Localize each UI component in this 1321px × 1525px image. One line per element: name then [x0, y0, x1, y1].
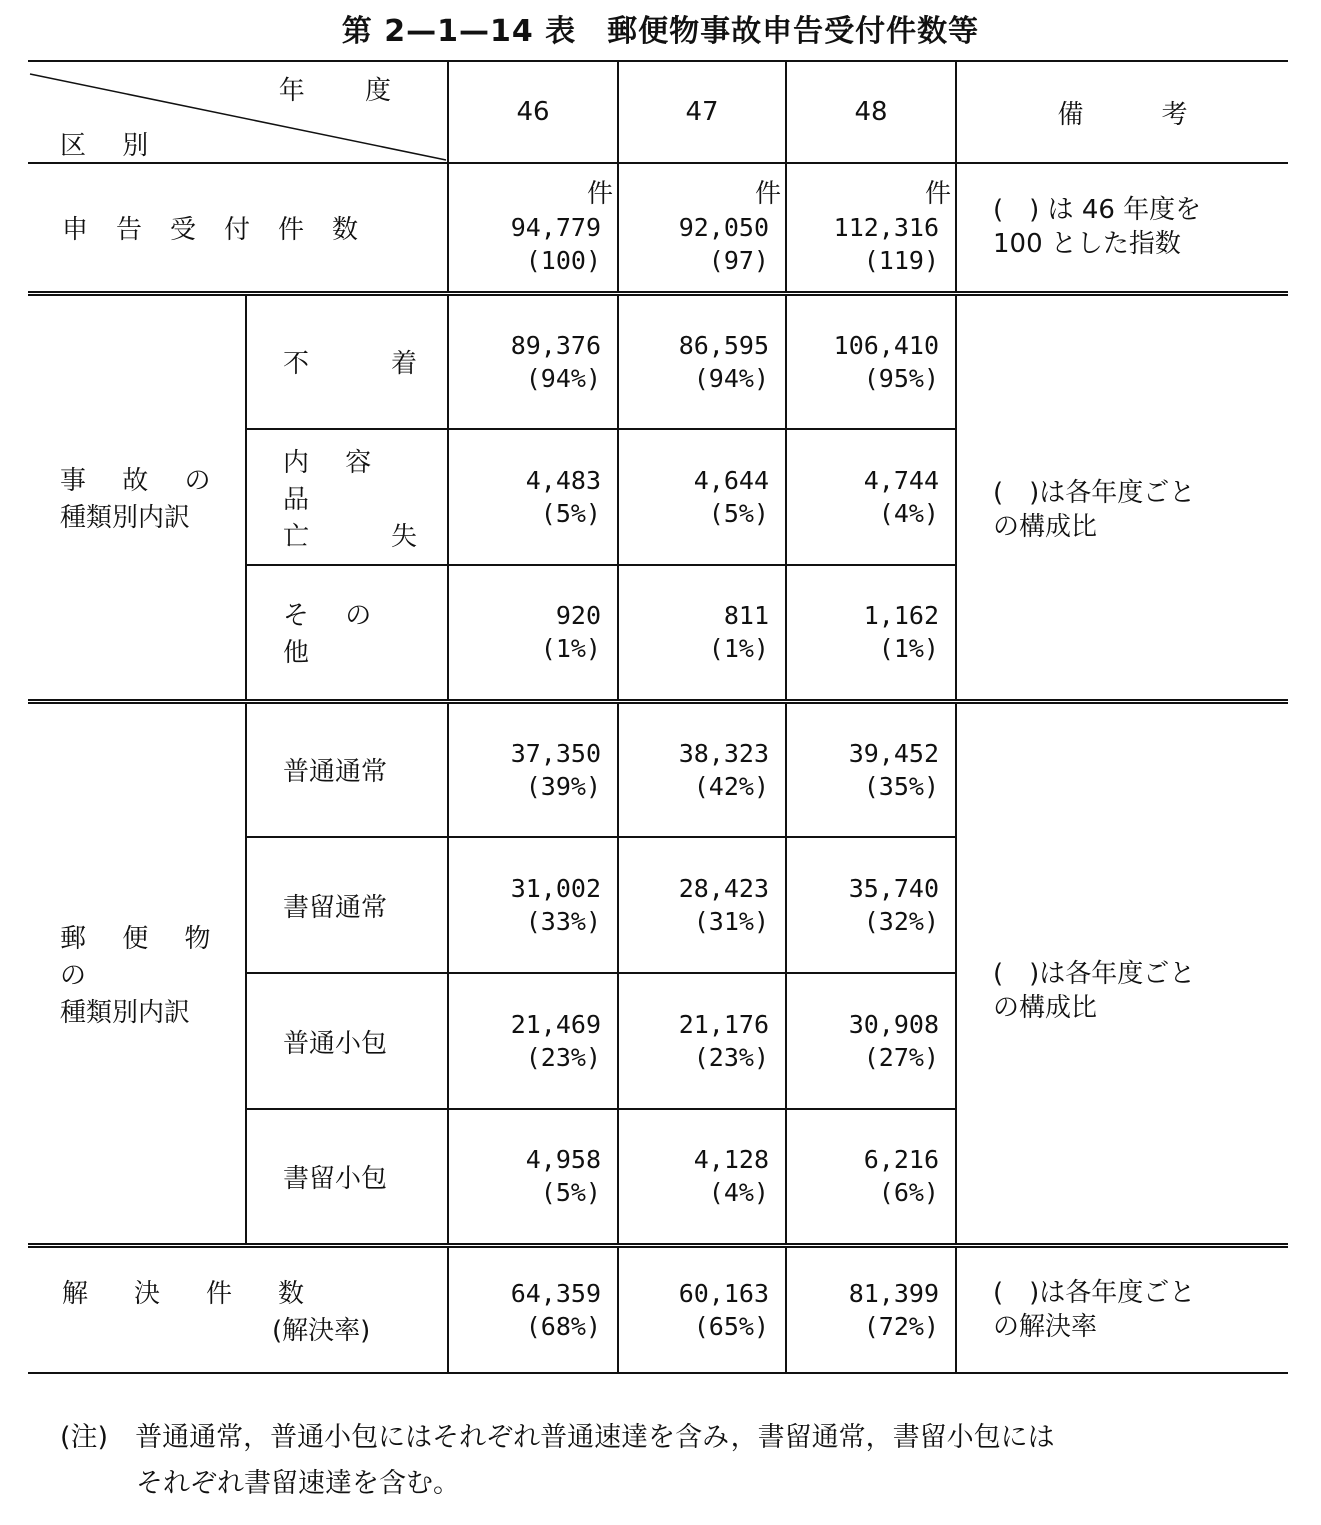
row-label: [246, 701, 448, 837]
cell: [448, 293, 618, 429]
header-row: [28, 61, 1288, 163]
note-line: ( )は各年度ごと: [993, 1277, 1196, 1308]
resolved-label: 解 決 件 数: [62, 1278, 315, 1309]
footnote-line: (注) 普通通常，普通小包にはそれぞれ普通速達を含み，書留通常，書留小包には: [60, 1422, 1055, 1453]
row-label-text: 亡 失: [283, 521, 446, 552]
rate: (72%): [863, 1311, 939, 1341]
row-label-text: 不 着: [283, 349, 446, 380]
value: 4,483: [525, 466, 601, 495]
row-label-text: 普通通常: [283, 757, 388, 788]
cell: [618, 565, 786, 701]
value: 81,399: [848, 1278, 939, 1308]
cell: [618, 837, 786, 973]
value: 4,128: [693, 1145, 769, 1175]
ratio: (32%): [863, 907, 939, 936]
cell: [786, 429, 956, 565]
cell: [448, 973, 618, 1109]
row-label: [246, 293, 448, 429]
ratio: (4%): [708, 1178, 769, 1208]
cell: [786, 973, 956, 1109]
group-label-line: 種類別内訳: [60, 997, 191, 1028]
ratio: (95%): [863, 363, 939, 393]
row-label-text: そ の 他: [283, 601, 386, 669]
value: 106,410: [833, 330, 939, 360]
value: 35,740: [848, 874, 939, 903]
note-line: 100 とした指数: [993, 229, 1181, 260]
statistics-table: [28, 60, 1288, 1374]
accident-note: [956, 293, 1288, 701]
value: 94,779: [510, 213, 601, 243]
header-remarks: 備 考: [956, 61, 1288, 163]
receipts-row: [28, 163, 1288, 293]
row-label: [246, 429, 448, 565]
footnote-line: それぞれ書留速達を含む。: [136, 1468, 460, 1499]
note-line: ( ) は 46 年度を: [993, 195, 1202, 226]
header-year-48: 48: [786, 61, 956, 163]
group-label-line: 種類別内訳: [60, 503, 191, 533]
ratio: (4%): [878, 499, 939, 528]
value: 811: [723, 601, 769, 631]
cell: [786, 293, 956, 429]
cell: [618, 293, 786, 429]
mail-group-label: [28, 701, 246, 1245]
cell: [786, 1109, 956, 1245]
resolved-note: [956, 1245, 1288, 1373]
row-label: [246, 1109, 448, 1245]
header-corner-cell: [28, 61, 448, 163]
row-label-text: 書留小包: [283, 1163, 388, 1194]
value: 21,176: [678, 1010, 769, 1039]
mail-note: [956, 701, 1288, 1245]
unit-label: 件: [754, 179, 781, 210]
unit-label: 件: [924, 179, 951, 210]
cell: [618, 1109, 786, 1245]
value: 4,644: [693, 466, 769, 495]
header-year-47: 47: [618, 61, 786, 163]
ratio: (5%): [708, 499, 769, 528]
cell: [448, 1109, 618, 1245]
group-label-line: 事 故 の: [60, 466, 225, 496]
note-line: ( )は各年度ごと: [993, 959, 1196, 989]
index: (119): [863, 246, 939, 276]
value: 4,744: [863, 466, 939, 495]
value: 28,423: [678, 874, 769, 903]
note-line: の解決率: [993, 1311, 1098, 1342]
ratio: (33%): [525, 907, 601, 936]
value: 39,452: [848, 738, 939, 768]
value: 92,050: [678, 213, 769, 243]
value: 60,163: [678, 1278, 769, 1308]
ratio: (23%): [693, 1043, 769, 1072]
cell: [786, 1245, 956, 1373]
resolved-row: [28, 1245, 1288, 1373]
ratio: (1%): [878, 634, 939, 664]
value: 89,376: [510, 330, 601, 360]
ratio: (94%): [525, 363, 601, 393]
table-row: [28, 293, 1288, 429]
value: 64,359: [510, 1278, 601, 1308]
note-line: の構成比: [993, 993, 1098, 1023]
group-label-line: 郵 便 物 の: [60, 923, 225, 991]
value: 4,958: [525, 1145, 601, 1175]
unit-label: 件: [586, 179, 613, 210]
cell: [618, 973, 786, 1109]
rate: (68%): [525, 1311, 601, 1341]
receipts-note: [956, 163, 1288, 293]
table-row: [28, 701, 1288, 837]
resolved-label-cell: [28, 1245, 448, 1373]
value: 31,002: [510, 874, 601, 903]
cell: [448, 1245, 618, 1373]
ratio: (27%): [863, 1043, 939, 1072]
cell: [448, 429, 618, 565]
value: 21,469: [510, 1010, 601, 1039]
ratio: (6%): [878, 1178, 939, 1208]
cell: [618, 1245, 786, 1373]
accident-group-label: [28, 293, 246, 701]
cell: [448, 565, 618, 701]
cell: [448, 837, 618, 973]
row-label-text: 書留通常: [283, 892, 388, 923]
ratio: (35%): [863, 771, 939, 801]
row-label-text: 内 容 品: [283, 447, 386, 515]
row-label: [246, 565, 448, 701]
row-label: [246, 837, 448, 973]
ratio: (39%): [525, 771, 601, 801]
ratio: (5%): [540, 499, 601, 528]
value: 30,908: [848, 1010, 939, 1039]
note-line: の構成比: [993, 512, 1098, 542]
receipts-46: [448, 163, 618, 293]
cell: [448, 701, 618, 837]
index: (97): [708, 246, 769, 276]
ratio: (1%): [708, 634, 769, 664]
ratio: (31%): [693, 907, 769, 936]
footnote: [60, 1415, 1300, 1507]
cell: [786, 837, 956, 973]
ratio: (94%): [693, 363, 769, 393]
cell: [618, 701, 786, 837]
cell: [786, 701, 956, 837]
receipts-label: 申告受付件数: [62, 214, 387, 245]
table-title: 第 2—1—14 表 郵便物事故申告受付件数等: [341, 14, 980, 49]
header-year-46: 46: [448, 61, 618, 163]
value: 112,316: [833, 213, 939, 243]
rate: (65%): [693, 1311, 769, 1341]
header-year-label: 年 度: [278, 76, 417, 106]
index: (100): [525, 246, 601, 276]
value: 1,162: [863, 601, 939, 631]
value: 37,350: [510, 738, 601, 768]
value: 86,595: [678, 330, 769, 360]
ratio: (1%): [540, 634, 601, 664]
row-label: [246, 973, 448, 1109]
ratio: (5%): [540, 1178, 601, 1208]
cell: [786, 565, 956, 701]
cell: [618, 429, 786, 565]
receipts-48: [786, 163, 956, 293]
value: 38,323: [678, 738, 769, 768]
ratio: (42%): [693, 771, 769, 801]
row-label-text: 普通小包: [283, 1028, 388, 1059]
header-category-label: 区 別: [60, 131, 163, 161]
value: 6,216: [863, 1145, 939, 1175]
value: 920: [555, 601, 601, 631]
resolved-sublabel: (解決率): [272, 1315, 371, 1346]
receipts-47: [618, 163, 786, 293]
ratio: (23%): [525, 1043, 601, 1072]
note-line: ( )は各年度ごと: [993, 478, 1196, 508]
